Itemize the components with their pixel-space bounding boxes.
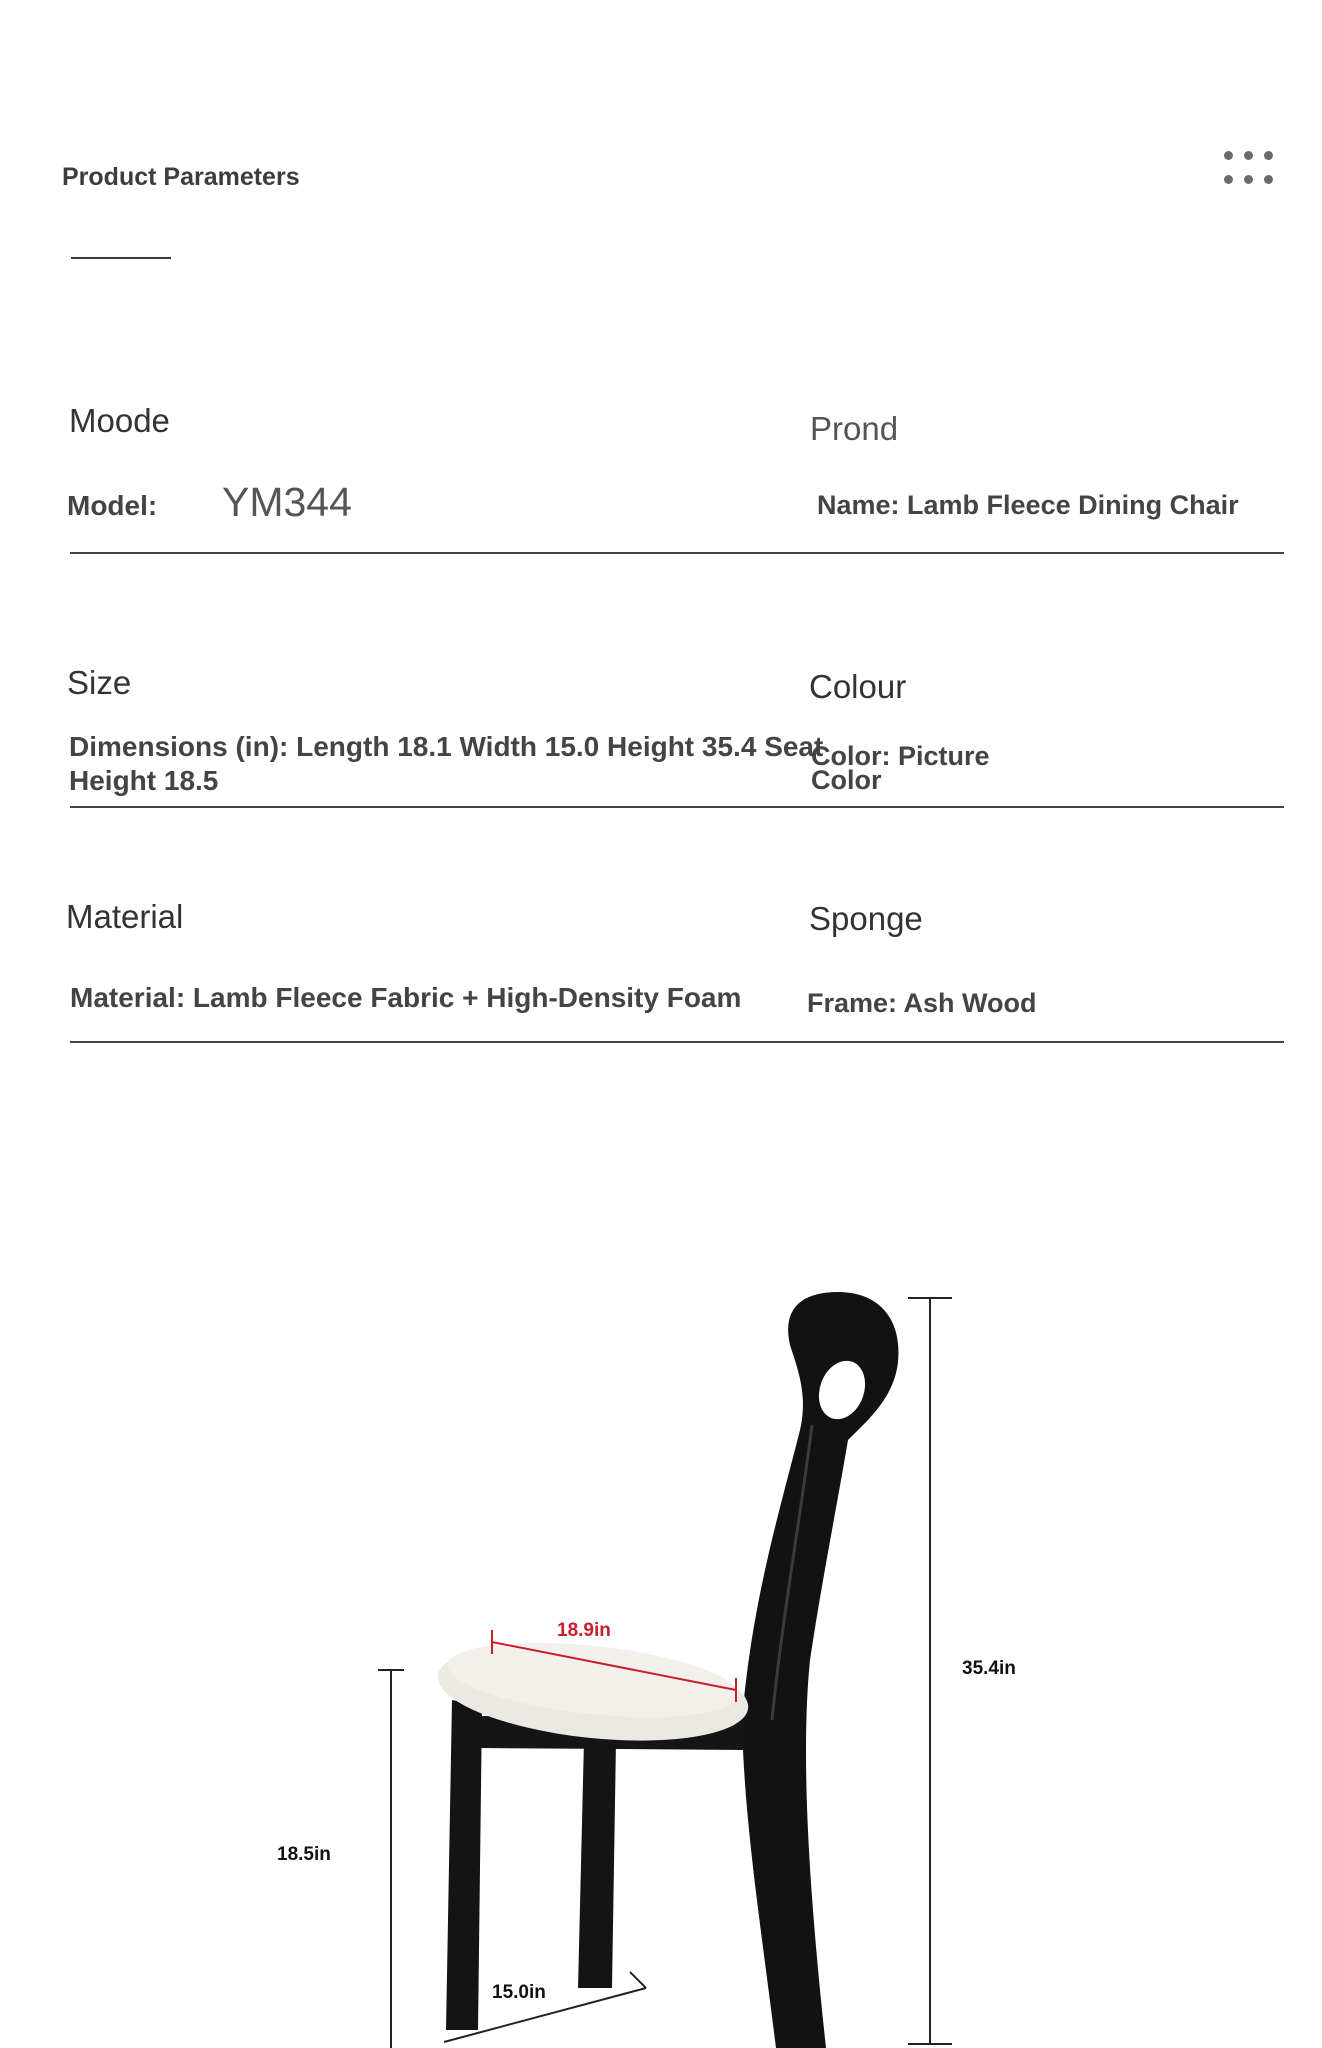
seat-height-label: 18.5in xyxy=(277,1844,331,1865)
size-heading: Size xyxy=(67,664,132,701)
row-divider xyxy=(70,1041,1284,1043)
brand-heading: Prond xyxy=(810,410,899,447)
page-title: Product Parameters xyxy=(62,163,300,191)
total-height-label: 35.4in xyxy=(962,1658,1016,1679)
model-label: Model: xyxy=(67,490,158,521)
front-leg xyxy=(446,1700,482,2030)
brand-value: Name: Lamb Fleece Dining Chair xyxy=(817,490,1239,520)
sponge-value: Frame: Ash Wood xyxy=(807,988,1037,1018)
backrest xyxy=(742,1292,898,2048)
middle-leg xyxy=(578,1740,616,1988)
colour-value-line1: Color: Picture xyxy=(811,741,990,771)
colour-value-line2: Color xyxy=(811,765,882,795)
seat-height-dimension xyxy=(378,1670,404,2048)
row-divider xyxy=(70,552,1284,554)
title-underline xyxy=(71,257,171,259)
material-value: Material: Lamb Fleece Fabric + High-Density Foam xyxy=(70,982,742,1013)
more-dots-icon[interactable] xyxy=(1222,147,1280,191)
colour-heading: Colour xyxy=(809,668,907,705)
model-value: YM344 xyxy=(222,479,352,525)
size-value-line1: Dimensions (in): Length 18.1 Width 15.0 Height 35.4 Seat xyxy=(69,731,824,762)
seat-width-label: 18.9in xyxy=(557,1620,611,1641)
depth-label: 15.0in xyxy=(492,1982,546,2003)
chair-diagram xyxy=(0,1240,1322,2048)
sponge-heading: Sponge xyxy=(809,900,923,937)
size-value-line2: Height 18.5 xyxy=(69,765,219,796)
total-height-dimension xyxy=(908,1298,952,2044)
model-heading: Moode xyxy=(69,402,170,439)
material-heading: Material xyxy=(66,898,184,935)
row-divider xyxy=(70,806,1284,808)
